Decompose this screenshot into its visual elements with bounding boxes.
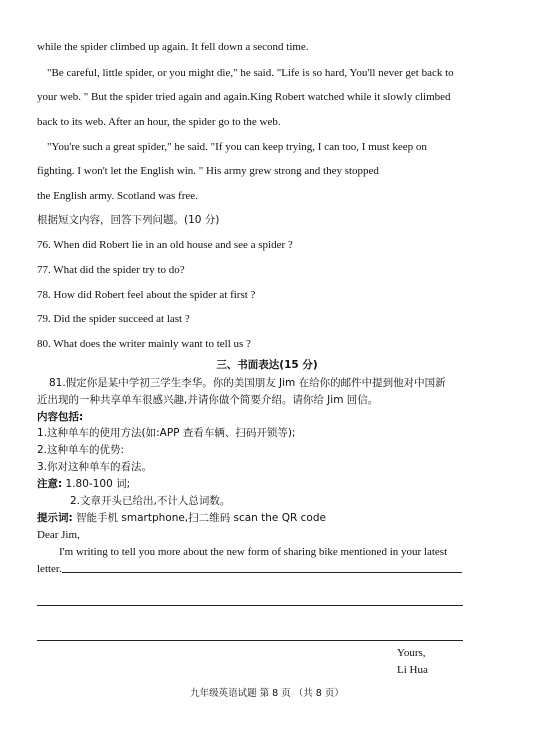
answer-line <box>37 605 463 606</box>
story-line: "You're such a great spider," he said. "If you can keep trying, I can too, I must keep on <box>47 141 427 153</box>
task-line: 近出现的一种共享单车很感兴趣,并请你做个简要介绍。请你给 Jim 回信。 <box>37 394 379 406</box>
letter-greeting: Dear Jim, <box>37 529 80 541</box>
story-line: while the spider climbed up again. It fell down a second time. <box>37 41 309 53</box>
hint-label: 提示词: <box>37 512 73 524</box>
note-text: 1.80-100 词; <box>62 478 131 490</box>
content-label: 内容包括: <box>37 411 84 423</box>
letter-signature: Li Hua <box>397 664 428 676</box>
story-line: the English army. Scotland was free. <box>37 190 198 202</box>
question-item: 79. Did the spider succeed at last ? <box>37 313 190 325</box>
question-item: 80. What does the writer mainly want to tell us ? <box>37 338 251 350</box>
hint-text: 智能手机 smartphone,扫二维码 scan the QR code <box>72 512 326 524</box>
section-title: 三、书面表达(15 分) <box>216 359 318 371</box>
story-line: your web. " But the spider tried again and again.King Robert watched while it slowly climbed <box>37 91 451 103</box>
question-item: 78. How did Robert feel about the spider at first ? <box>37 289 256 301</box>
note-line: 2.文章开头已给出,不计人总词数。 <box>70 495 231 507</box>
letter-closing: Yours, <box>397 647 426 659</box>
question-item: 77. What did the spider try to do? <box>37 264 185 276</box>
note-line <box>37 477 130 491</box>
answer-line <box>62 572 462 573</box>
story-line: fighting. I won't let the English win. " His army grew strong and they stopped <box>37 165 379 177</box>
task-point: 3.你对这种单车的看法。 <box>37 461 153 473</box>
story-line: "Be careful, little spider, or you might die," he said. "Life is so hard, You'll never get back to <box>47 67 454 79</box>
letter-opening: letter. <box>37 563 62 575</box>
hint-line <box>37 511 326 525</box>
note-label: 注意: <box>37 478 63 490</box>
task-point: 2.这种单车的优势: <box>37 444 125 456</box>
question-item: 76. When did Robert lie in an old house and see a spider ? <box>37 239 293 251</box>
letter-opening: I'm writing to tell you more about the new form of sharing bike mentioned in your latest <box>59 546 448 558</box>
task-line: 81.假定你是某中学初三学生李华。你的美国朋友 Jim 在给你的邮件中提到他对中国新 <box>49 377 446 389</box>
answer-line <box>37 640 463 641</box>
reading-instruction: 根据短文内容，回答下列问题。(10 分) <box>37 214 220 226</box>
story-line: back to its web. After an hour, the spider go to the web. <box>37 116 281 128</box>
task-point: 1.这种单车的使用方法(如:APP 查看车辆、扫码开锁等); <box>37 427 296 439</box>
page-footer: 九年级英语试题 第 8 页 （共 8 页） <box>190 688 344 699</box>
